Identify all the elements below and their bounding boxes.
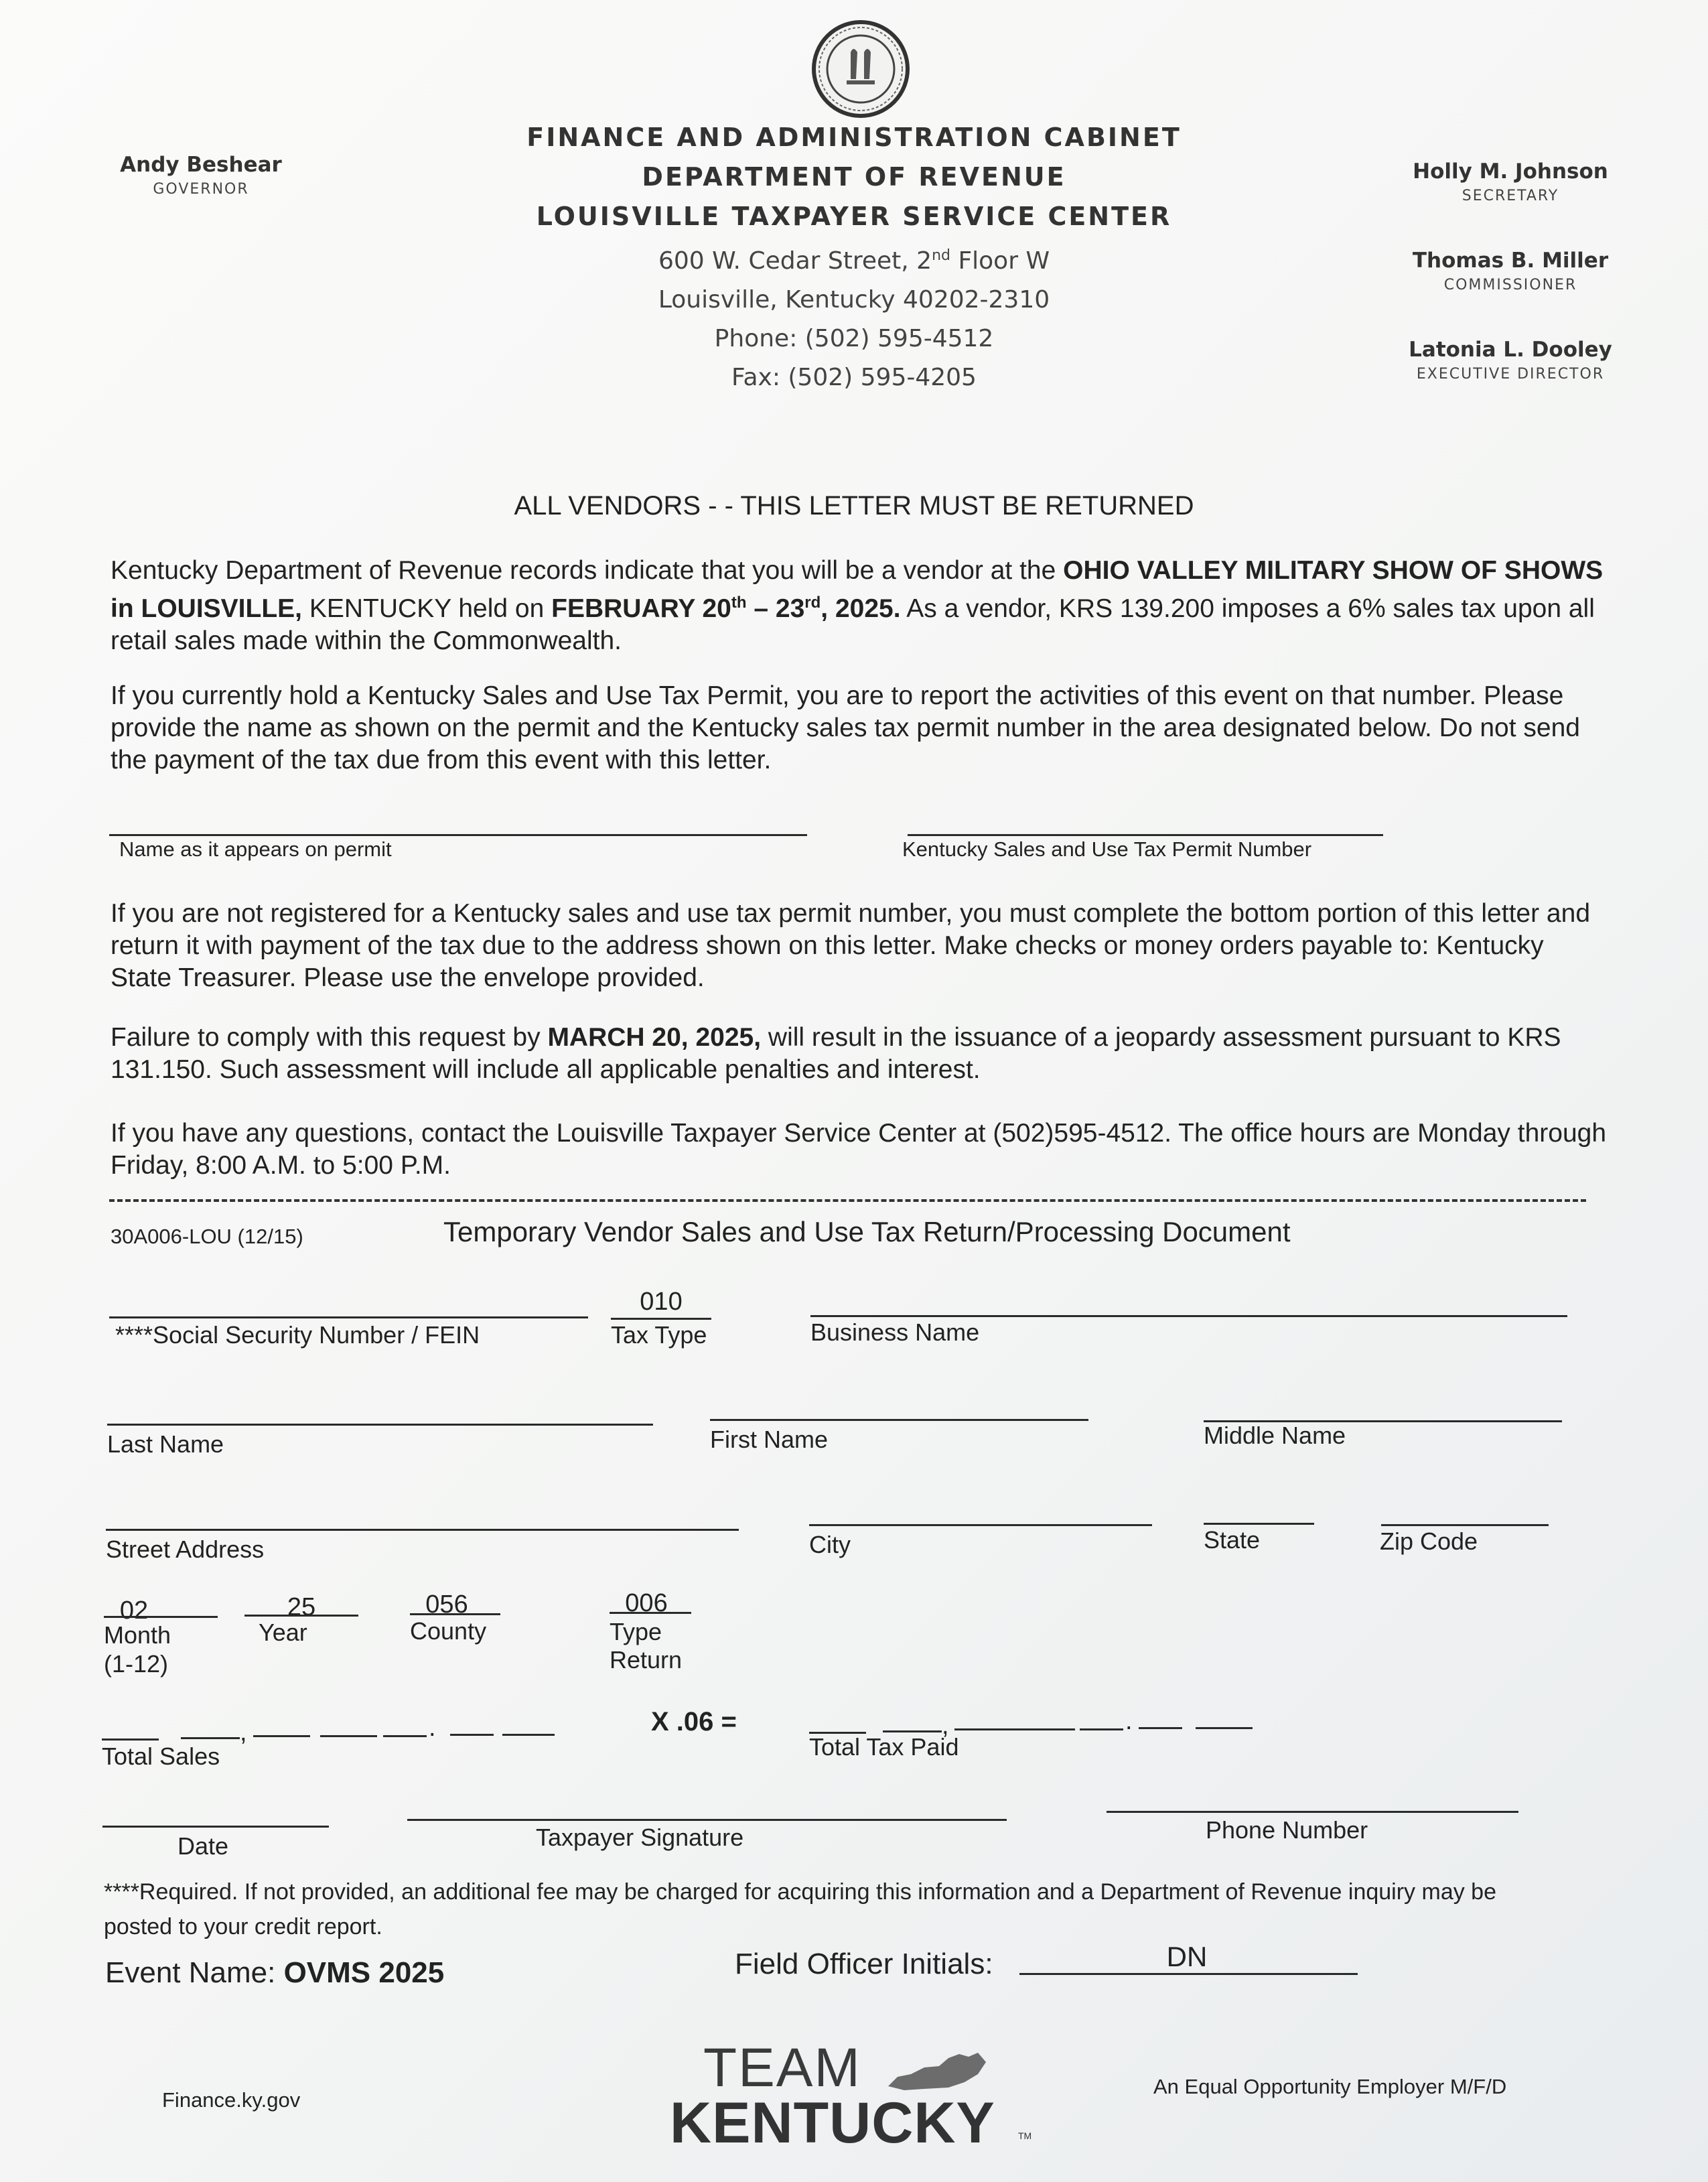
website-text: Finance.ky.gov (162, 2088, 301, 2112)
logo-kentucky-text: KENTUCKY (670, 2091, 995, 2155)
total-sales-digit[interactable] (181, 1737, 240, 1739)
field-officer-initials: DN (1166, 1941, 1208, 1972)
county-field[interactable] (410, 1613, 500, 1615)
total-sales-digit[interactable] (102, 1738, 159, 1741)
governor-name: Andy Beshear (120, 153, 282, 177)
tax-type-value: 010 (640, 1288, 683, 1316)
p1-date-year: , 2025. (821, 594, 901, 623)
event-name-value: OVMS 2025 (283, 1956, 445, 1989)
field-officer-line[interactable] (1019, 1973, 1358, 1975)
kentucky-seal-icon (797, 19, 924, 119)
commissioner-name: Thomas B. Miller (1412, 249, 1609, 273)
logo-team-text: TEAM (703, 2037, 861, 2098)
p4-text-a: Failure to comply with this request by (111, 1023, 548, 1052)
state-field[interactable] (1204, 1523, 1314, 1525)
total-sales-comma: , (240, 1718, 247, 1747)
ssn-fein-label: ****Social Security Number / FEIN (115, 1321, 480, 1349)
p1-event-dates (551, 594, 900, 623)
street-address-sup: nd (932, 247, 950, 264)
logo-trademark: TM (1018, 2130, 1032, 2141)
paragraph-contact: If you have any questions, contact the Louisville Taxpayer Service Center at (502)595-4512. The office hours are Monday through Friday, 8:00 A.M. to 5:00 P.M. (111, 1119, 1607, 1180)
month-field[interactable] (104, 1616, 218, 1618)
total-sales-digit[interactable] (450, 1734, 494, 1736)
executive-director-name: Latonia L. Dooley (1409, 338, 1612, 362)
street-address (435, 236, 1273, 281)
field-officer-label: Field Officer Initials: (735, 1948, 993, 1980)
phone-number-field[interactable] (1107, 1811, 1518, 1813)
commissioner-title: COMMISSIONER (1443, 277, 1577, 293)
date-label: Date (177, 1832, 229, 1860)
officials-block (1380, 159, 1641, 383)
department-name: DEPARTMENT OF REVENUE (642, 162, 1066, 192)
type-return-value: 006 (625, 1589, 668, 1617)
date-field[interactable] (102, 1826, 329, 1828)
paragraph-permit-holders: If you currently hold a Kentucky Sales and Use Tax Permit, you are to report the activities of this event on that number. Please provide the name as shown on the permit and the Kentucky sales tax permit number in the area designated below. Do not send the payment of the tax due from this event with this letter. (111, 681, 1580, 774)
p1-date-end: – 23 (746, 594, 805, 623)
team-kentucky-logo (670, 2037, 1045, 2155)
p1-text-g: As a vendor, KRS 139.200 imposes a 6% sales tax upon all retail sales made within the Commonwealth. (111, 594, 1595, 655)
required-note: ****Required. If not provided, an additional fee may be charged for acquiring this information and a Department of Revenue inquiry may be posted to your credit report. (104, 1879, 1496, 1939)
last-name-label: Last Name (107, 1430, 224, 1458)
p1-text-c: KENTUCKY held on (302, 594, 552, 623)
total-sales-label: Total Sales (102, 1743, 220, 1770)
permit-number-line[interactable] (908, 834, 1383, 836)
letter-heading: ALL VENDORS - - THIS LETTER MUST BE RETURNED (514, 491, 1194, 521)
paragraph-deadline (111, 1022, 1608, 1086)
street-address-pre: 600 W. Cedar Street, 2 (658, 247, 932, 275)
governor-block (100, 153, 301, 198)
agency-block (435, 117, 1273, 397)
county-value: 056 (425, 1590, 468, 1619)
kentucky-map-icon (884, 2047, 991, 2094)
type-return-label-1: Type (610, 1618, 662, 1645)
event-name-label: Event Name: (105, 1956, 284, 1989)
year-value: 25 (287, 1593, 316, 1621)
business-name-label: Business Name (810, 1318, 980, 1346)
month-value: 02 (119, 1596, 149, 1625)
middle-name-label: Middle Name (1204, 1422, 1346, 1449)
city-field[interactable] (809, 1524, 1152, 1526)
tax-type-field[interactable] (611, 1318, 711, 1320)
total-tax-digit[interactable] (1080, 1728, 1123, 1730)
p4-text-c: will result in the issuance of a jeopardy assessment pursuant to KRS 131.150. Such assessment will include all applicable penalties and interest. (111, 1023, 1561, 1084)
total-tax-digit[interactable] (954, 1728, 1018, 1730)
business-name-field[interactable] (810, 1315, 1567, 1317)
service-center-name: LOUISVILLE TAXPAYER SERVICE CENTER (536, 202, 1172, 231)
year-label: Year (259, 1619, 307, 1646)
total-sales-digit[interactable] (253, 1735, 310, 1737)
type-return-label-2: Return (610, 1646, 683, 1674)
form-title: Temporary Vendor Sales and Use Tax Return/Processing Document (443, 1216, 1291, 1247)
street-address-post: Floor W (950, 247, 1050, 275)
street-address-label: Street Address (106, 1536, 265, 1563)
total-tax-comma: , (942, 1712, 949, 1740)
total-sales-digit[interactable] (320, 1735, 377, 1737)
paragraph-unregistered: If you are not registered for a Kentucky sales and use tax permit number, you must complete the bottom portion of this letter and return it with payment of the tax due to the address shown on this letter. Make checks or money orders payable to: Kentucky State Treasurer. Please use the envelope provided. (111, 899, 1591, 992)
taxpayer-signature-label: Taxpayer Signature (536, 1824, 744, 1851)
city-label: City (809, 1531, 851, 1558)
ssn-fein-field[interactable] (109, 1316, 588, 1318)
cut-line-divider (109, 1199, 1586, 1202)
p4-deadline-date: MARCH 20, 2025, (547, 1023, 762, 1052)
month-range: (1-12) (104, 1650, 169, 1678)
zip-code-field[interactable] (1381, 1524, 1549, 1526)
zip-code-label: Zip Code (1380, 1527, 1478, 1555)
secretary-title: SECRETARY (1462, 188, 1559, 204)
month-label: Month (104, 1621, 171, 1649)
total-tax-digit[interactable] (1196, 1727, 1253, 1729)
taxpayer-signature-field[interactable] (407, 1819, 1007, 1821)
total-tax-digit[interactable] (1018, 1728, 1075, 1730)
type-return-field[interactable] (610, 1612, 691, 1614)
event-name (105, 1956, 444, 1990)
county-label: County (410, 1617, 487, 1645)
total-tax-paid-label: Total Tax Paid (809, 1733, 959, 1761)
p1-event-name: OHIO VALLEY MILITARY SHOW OF SHOWS in LOUISVILLE, (111, 556, 1604, 623)
total-tax-decimal: . (1125, 1707, 1133, 1735)
cabinet-name: FINANCE AND ADMINISTRATION CABINET (526, 123, 1182, 152)
p1-date-start-sup: th (731, 594, 747, 612)
equal-opportunity-text: An Equal Opportunity Employer M/F/D (1153, 2075, 1507, 2098)
year-field[interactable] (244, 1615, 358, 1617)
state-label: State (1204, 1526, 1261, 1554)
tax-type-label: Tax Type (611, 1321, 707, 1349)
p1-date-end-sup: rd (804, 594, 821, 612)
last-name-field[interactable] (107, 1424, 653, 1426)
permit-name-line[interactable] (109, 834, 807, 836)
form-number: 30A006-LOU (12/15) (111, 1225, 303, 1248)
total-sales-decimal: . (429, 1714, 436, 1742)
first-name-label: First Name (710, 1426, 829, 1453)
city-address: Louisville, Kentucky 40202-2310 (658, 286, 1050, 314)
permit-name-label: Name as it appears on permit (119, 837, 392, 861)
phone-number-label: Phone Number (1206, 1816, 1368, 1844)
total-tax-digit[interactable] (1139, 1727, 1182, 1729)
fax-number-header: Fax: (502) 595-4205 (731, 364, 977, 391)
tax-rate-multiplier: X .06 = (651, 1707, 737, 1736)
p1-date-start: FEBRUARY 20 (551, 594, 731, 623)
total-sales-digit[interactable] (383, 1735, 427, 1737)
secretary-name: Holly M. Johnson (1413, 159, 1608, 184)
governor-title: GOVERNOR (153, 181, 249, 198)
first-name-field[interactable] (710, 1419, 1088, 1421)
total-tax-digit[interactable] (883, 1730, 942, 1732)
phone-number-header: Phone: (502) 595-4512 (714, 325, 994, 352)
street-address-field[interactable] (106, 1529, 739, 1531)
permit-number-label: Kentucky Sales and Use Tax Permit Number (902, 837, 1312, 861)
paragraph-vendor-notice (111, 555, 1608, 657)
p1-text-a: Kentucky Department of Revenue records indicate that you will be a vendor at the (111, 556, 1064, 585)
total-sales-digit[interactable] (502, 1734, 555, 1736)
executive-director-title: EXECUTIVE DIRECTOR (1416, 366, 1605, 383)
